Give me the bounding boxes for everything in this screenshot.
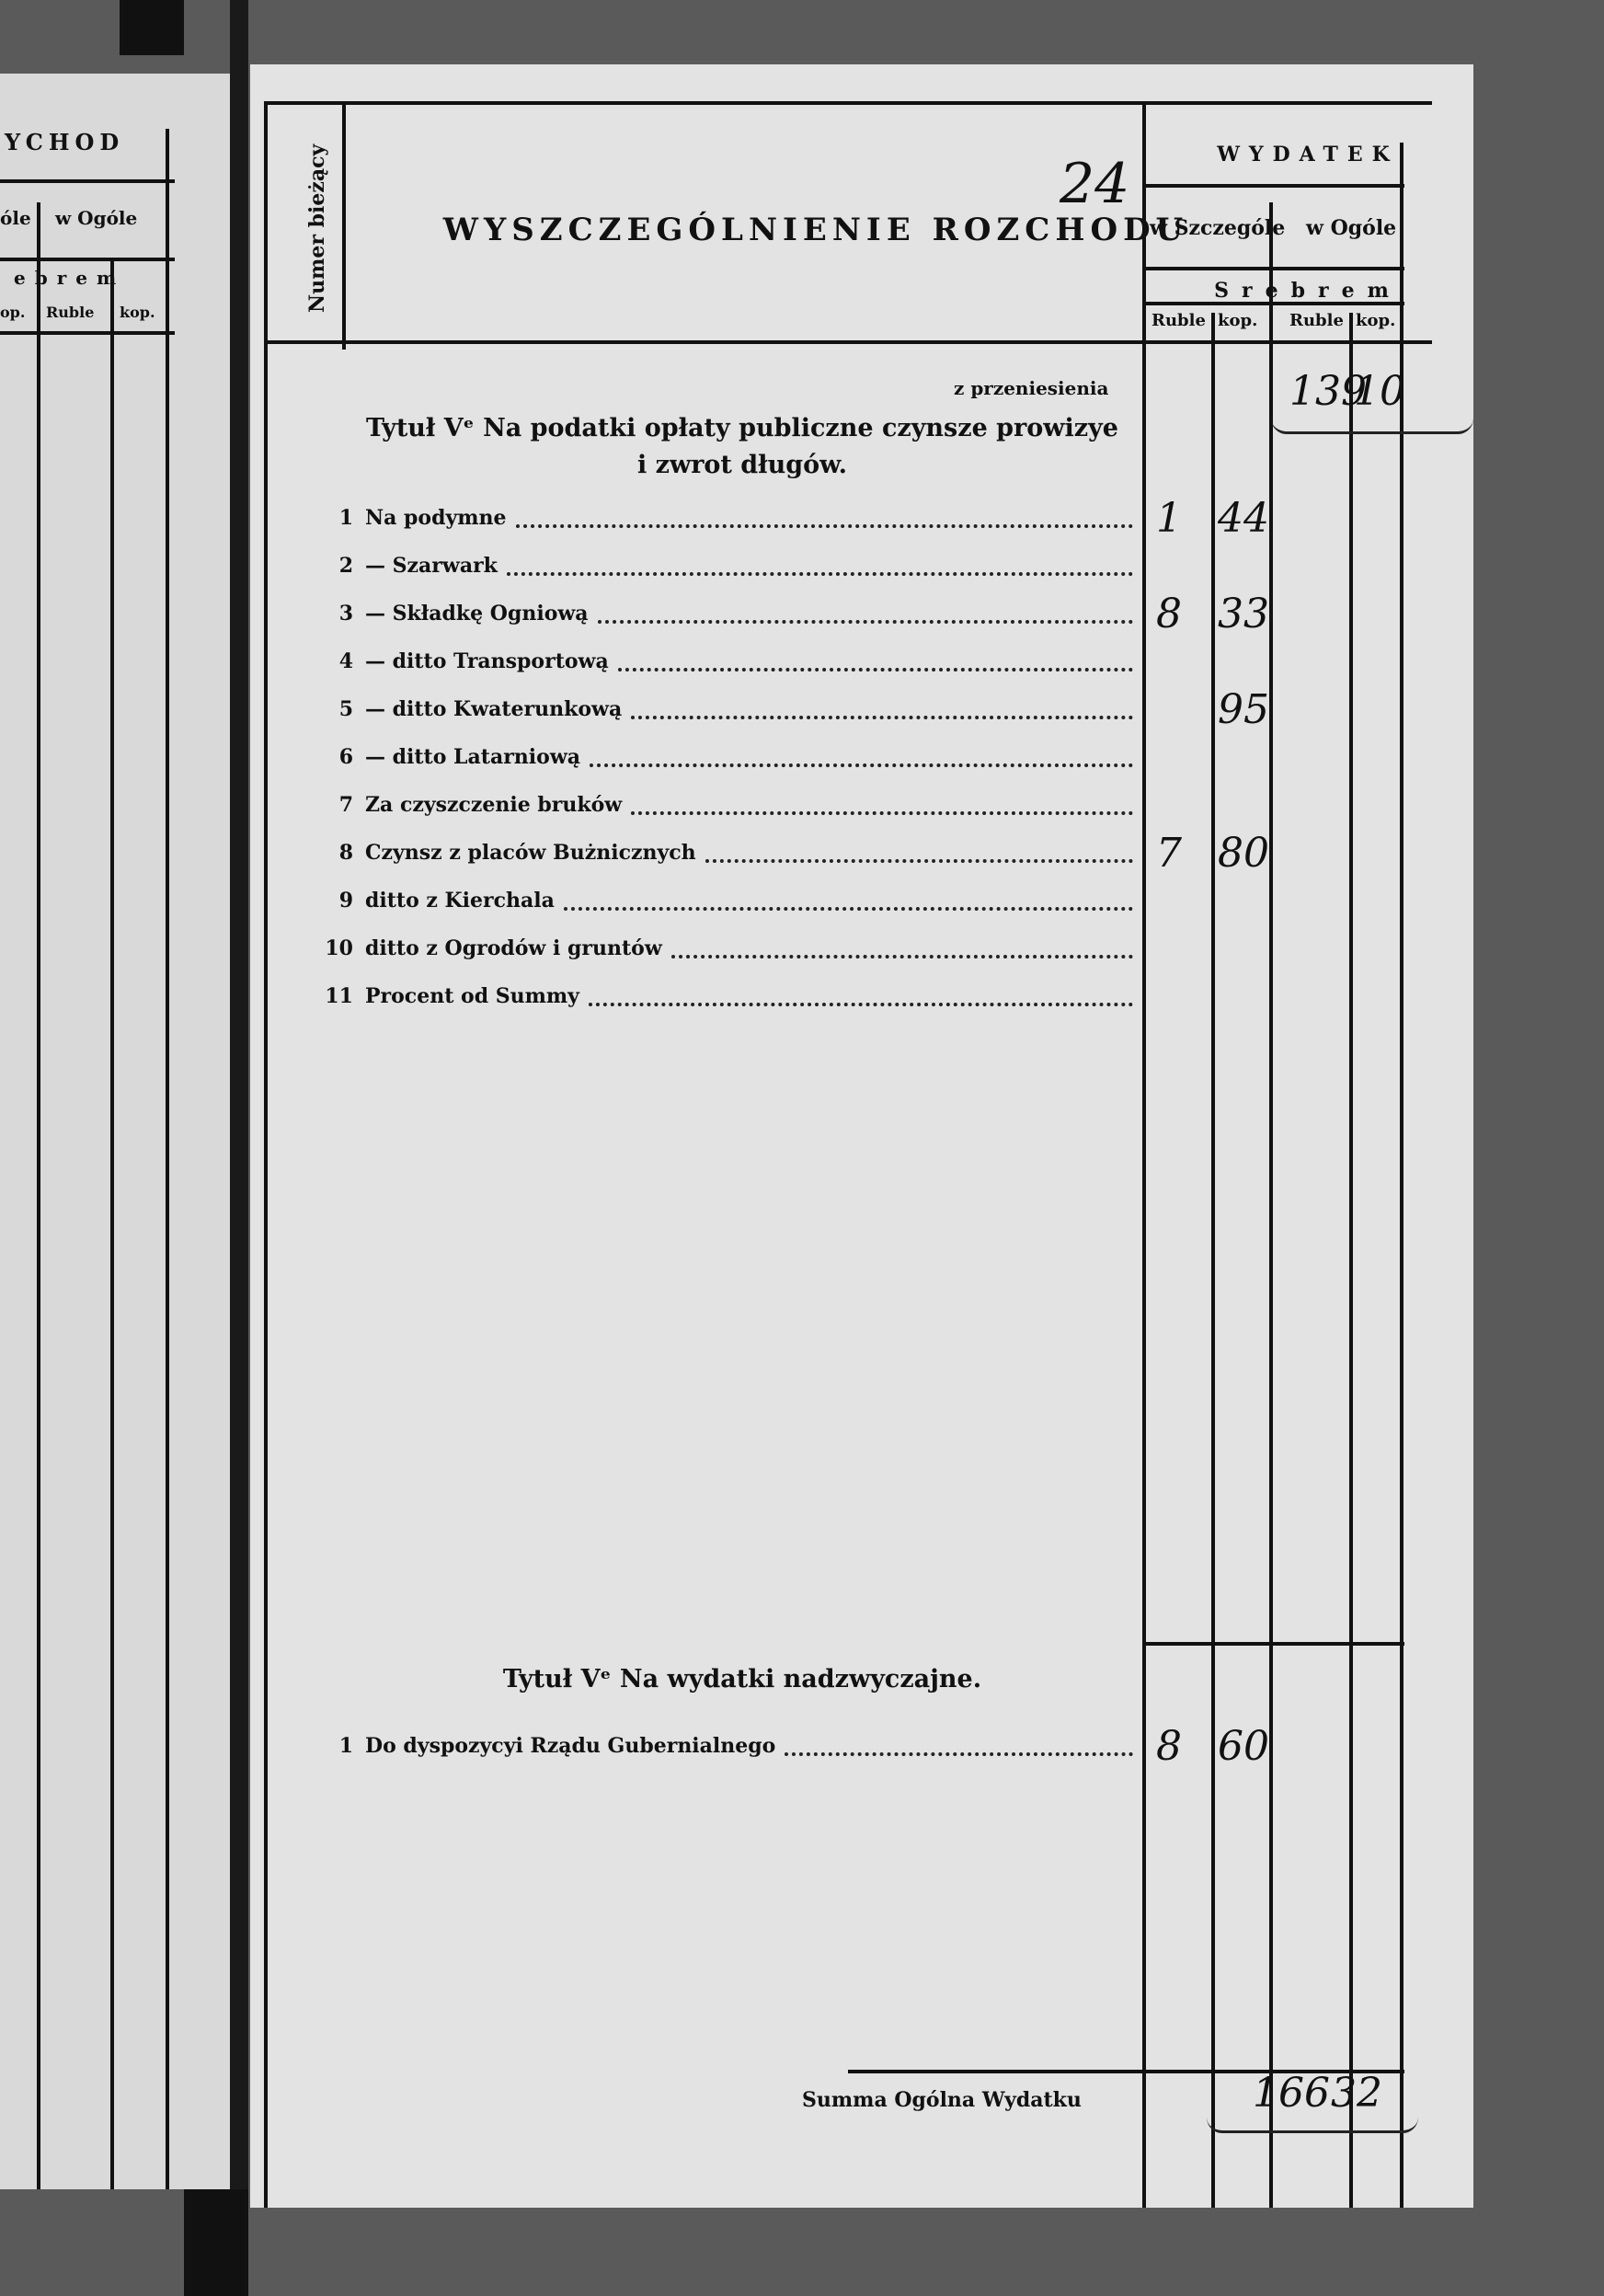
table-row bbox=[250, 649, 1133, 686]
row-kop-value: 60 bbox=[1218, 1723, 1269, 1770]
col-numer-left bbox=[264, 101, 268, 2208]
leader-dots bbox=[507, 563, 1133, 576]
col-szczegole-ruble-right bbox=[1211, 313, 1215, 2208]
row-number: 7 bbox=[338, 793, 353, 817]
carry-over-ruble: 139 bbox=[1289, 368, 1367, 415]
row-ruble-value: 7 bbox=[1156, 830, 1182, 877]
kop-header-1: kop. bbox=[1218, 311, 1258, 330]
left-kop2: kop. bbox=[120, 304, 155, 321]
table-row bbox=[250, 936, 1133, 973]
section1-subtitle: i zwrot długów. bbox=[636, 451, 848, 479]
total-underline bbox=[1207, 2118, 1418, 2133]
col-szczegole-right bbox=[1269, 202, 1273, 2208]
row-number: 9 bbox=[338, 889, 353, 913]
ruble-header-2: Ruble bbox=[1289, 311, 1344, 330]
total-label: Summa Ogólna Wydatku bbox=[802, 2088, 1082, 2112]
leader-dots bbox=[705, 850, 1133, 863]
leader-dots bbox=[564, 898, 1133, 911]
row-ruble-value: 8 bbox=[1156, 1723, 1182, 1770]
left-srebrem: ebrem bbox=[14, 267, 126, 289]
carry-over-underline bbox=[1271, 419, 1473, 434]
col-ogole-ruble-right bbox=[1349, 313, 1353, 2208]
row-number: 4 bbox=[338, 649, 353, 673]
wydatek-header: WYDATEK bbox=[1217, 143, 1399, 166]
header-bottom-rule bbox=[264, 340, 1432, 344]
left-col-line-3 bbox=[166, 129, 169, 2189]
table-row bbox=[250, 841, 1133, 878]
table-row bbox=[250, 984, 1133, 1021]
leader-dots bbox=[618, 659, 1133, 672]
row-label: — Składkę Ogniową bbox=[365, 602, 589, 626]
carry-over-label: z przeniesienia bbox=[954, 377, 1109, 399]
section2-title: Tytuł Vᵉ Na wydatki nadzwyczajne. bbox=[502, 1665, 982, 1693]
row-label: — ditto Transportową bbox=[365, 649, 609, 673]
col-desc-right bbox=[1142, 101, 1146, 2208]
header-top-rule bbox=[264, 101, 1432, 105]
table-row bbox=[250, 889, 1133, 925]
row-label: Procent od Summy bbox=[365, 984, 579, 1008]
left-ruble: Ruble bbox=[46, 304, 95, 321]
col-ogole-right bbox=[1400, 143, 1404, 2208]
ruble-header-1: Ruble bbox=[1151, 311, 1206, 330]
wydatek-rule bbox=[1142, 184, 1404, 188]
binding-clip-bottom bbox=[184, 2189, 248, 2296]
table-row bbox=[250, 506, 1133, 543]
page-number: 24 bbox=[1060, 152, 1130, 216]
book-spine bbox=[230, 0, 248, 2296]
row-label: ditto z Ogrodów i gruntów bbox=[365, 936, 662, 960]
row-label: — ditto Latarniową bbox=[365, 745, 581, 769]
table-row bbox=[250, 1734, 1133, 1771]
leader-dots bbox=[598, 611, 1133, 624]
leader-dots bbox=[590, 754, 1133, 767]
srebrem-rule-top bbox=[1142, 267, 1404, 270]
row-label: Do dyspozycyi Rządu Gubernialnego bbox=[365, 1734, 776, 1758]
left-rule-3 bbox=[0, 331, 175, 335]
row-kop-value: 44 bbox=[1218, 495, 1269, 542]
leader-dots bbox=[589, 993, 1133, 1006]
row-number: 8 bbox=[338, 841, 353, 865]
col-numer-right bbox=[342, 101, 346, 350]
left-col-line-1 bbox=[37, 202, 40, 2189]
leader-dots bbox=[671, 946, 1133, 959]
left-page-fragment bbox=[0, 74, 233, 2189]
table-row bbox=[250, 554, 1133, 591]
total-kop: 32 bbox=[1331, 2070, 1382, 2117]
left-w-szczegole: óle bbox=[0, 207, 31, 229]
left-header: YCHOD bbox=[5, 129, 125, 155]
row-kop-value: 33 bbox=[1218, 591, 1269, 637]
w-szczegole-header: w Szczególe bbox=[1150, 216, 1286, 240]
row-kop-value: 95 bbox=[1218, 686, 1269, 733]
left-col-line-2 bbox=[110, 258, 114, 2189]
row-label: ditto z Kierchala bbox=[365, 889, 555, 913]
row-number: 3 bbox=[338, 602, 353, 626]
row-label: — Szarwark bbox=[365, 554, 498, 578]
binding-clip-top bbox=[120, 0, 184, 55]
total-ruble: 166 bbox=[1253, 2070, 1330, 2117]
row-number: 11 bbox=[325, 984, 353, 1008]
table-row bbox=[250, 793, 1133, 830]
leader-dots bbox=[785, 1743, 1133, 1756]
left-w-ogole: w Ogóle bbox=[55, 207, 138, 229]
row-label: Na podymne bbox=[365, 506, 507, 530]
left-kop1: op. bbox=[0, 304, 26, 321]
row-label: Czynsz z placów Bużnicznych bbox=[365, 841, 696, 865]
w-ogole-header: w Ogóle bbox=[1306, 216, 1397, 240]
row-number: 1 bbox=[338, 506, 353, 530]
row-ruble-value: 8 bbox=[1156, 591, 1182, 637]
left-rule-1 bbox=[0, 179, 175, 183]
section2-rule bbox=[1142, 1642, 1404, 1646]
row-number: 10 bbox=[325, 936, 353, 960]
row-number: 6 bbox=[338, 745, 353, 769]
row-ruble-value: 1 bbox=[1156, 495, 1182, 542]
page-title: WYSZCZEGÓLNIENIE ROZCHODU bbox=[442, 212, 1189, 248]
section1-title: Tytuł Vᵉ Na podatki opłaty publiczne czynsze prowizye bbox=[366, 414, 1118, 442]
left-rule-2 bbox=[0, 258, 175, 261]
kop-header-2: kop. bbox=[1356, 311, 1396, 330]
leader-dots bbox=[516, 515, 1133, 528]
carry-over-kop: 10 bbox=[1354, 368, 1405, 415]
row-number: 1 bbox=[338, 1734, 353, 1758]
numer-biezacy-label: Numer bieżący bbox=[305, 144, 329, 313]
leader-dots bbox=[631, 802, 1133, 815]
table-row bbox=[250, 745, 1133, 782]
row-kop-value: 80 bbox=[1218, 830, 1269, 877]
row-number: 5 bbox=[338, 697, 353, 721]
row-number: 2 bbox=[338, 554, 353, 578]
leader-dots bbox=[631, 706, 1133, 719]
srebrem-header: Srebrem bbox=[1214, 279, 1402, 303]
row-label: Za czyszczenie bruków bbox=[365, 793, 623, 817]
table-row bbox=[250, 602, 1133, 638]
row-label: — ditto Kwaterunkową bbox=[365, 697, 623, 721]
table-row bbox=[250, 697, 1133, 734]
ledger-page bbox=[250, 64, 1473, 2208]
